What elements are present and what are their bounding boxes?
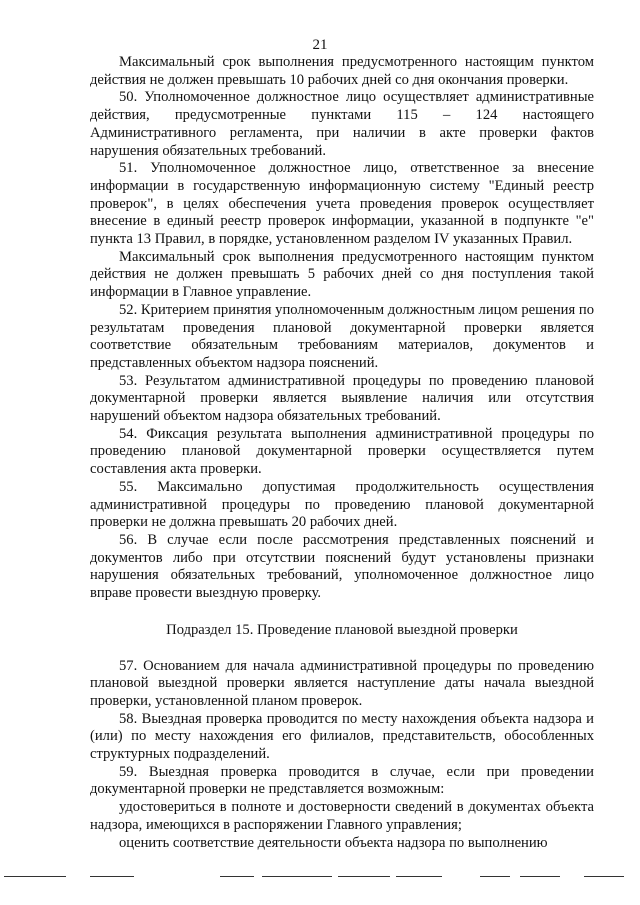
paragraph-max-term-5-days: Максимальный срок выполнения предусмотренного настоящим пунктом действия не должен превышать 5 рабочих дней со дня поступления такой информации в Главное управление. — [90, 248, 594, 301]
document-body — [90, 54, 594, 852]
paragraph-59-item-1: удостовериться в полноте и достоверности сведений в документах объекта надзора, имеющихся в распоряжении Главного управления; — [90, 799, 594, 833]
paragraph-56: 56. В случае если после рассмотрения представленных пояснений и документов либо при отсутствии пояснений будут установлены признаки нарушения обязательных требований, уполномоченное должностное лицо вправе провести выездную проверку. — [90, 531, 594, 602]
paragraph-51: 51. Уполномоченное должностное лицо, ответственное за внесение информации в государственную информационную систему "Единый реестр проверок", в целях обеспечения учета проведения проверок осуществляет внесение в единый реестр проверок информации, указанной в подпункте "е" пункта 13 Правил, в порядке, установленном разделом IV указанных Правил. — [90, 160, 594, 248]
paragraph-53: 53. Результатом административной процедуры по проведению плановой документарной проверки является выявление наличия или отсутствия нарушений объектом надзора обязательных требований. — [90, 372, 594, 425]
paragraph-54: 54. Фиксация результата выполнения административной процедуры по проведению плановой документарной проверки осуществляется путем составления акта проверки. — [90, 425, 594, 478]
paragraph-57: 57. Основанием для начала административной процедуры по проведению плановой выездной проверки является наступление даты начала выездной проверки, установленной планом проверок. — [90, 657, 594, 709]
paragraph-59-item-2: оценить соответствие деятельности объекта надзора по выполнению — [119, 834, 548, 851]
footer-rule-6 — [396, 876, 442, 877]
paragraph-59: 59. Выездная проверка проводится в случае, если при проведении документарной проверки не представляется возможным: — [90, 763, 594, 798]
paragraph-max-term-10-days: Максимальный срок выполнения предусмотренного настоящим пунктом действия не должен превышать 10 рабочих дней со дня окончания проверки. — [90, 54, 594, 88]
subsection-heading: Подраздел 15. Проведение плановой выездной проверки — [166, 621, 518, 638]
footer-rule-7 — [480, 876, 510, 877]
footer-rule-9 — [584, 876, 624, 877]
paragraph-52: 52. Критерием принятия уполномоченным должностным лицом решения по результатам проведения плановой документарной проверки является соответствие обязательным требованиям материалов, документов и представленных объектом надзора пояснений. — [90, 301, 594, 371]
footer-rule-8 — [520, 876, 560, 877]
paragraph-55: 55. Максимально допустимая продолжительность осуществления административной процедуры по проведению плановой документарной проверки не должна превышать 20 рабочих дней. — [90, 478, 594, 531]
footer-rule-3 — [220, 876, 254, 877]
footer-rule-2 — [90, 876, 134, 877]
paragraph-58: 58. Выездная проверка проводится по месту нахождения объекта надзора и (или) по месту нахождения его филиалов, представительств, обособленных структурных подразделений. — [90, 710, 594, 763]
footer-rule-5 — [338, 876, 390, 877]
footer-rule-4 — [262, 876, 332, 877]
footer-rule-1 — [4, 876, 66, 877]
page-number: 21 — [312, 37, 328, 53]
paragraph-50: 50. Уполномоченное должностное лицо осуществляет административные действия, предусмотренные пунктами 115 – 124 настоящего Административного регламента, при наличии в акте проверки фактов нарушения обязательных требований. — [90, 89, 594, 159]
